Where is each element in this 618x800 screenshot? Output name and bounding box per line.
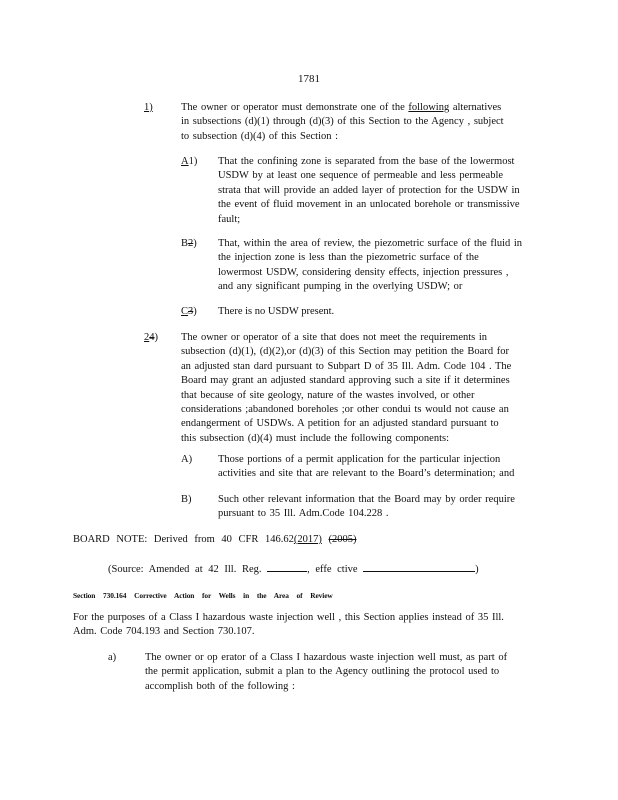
source-note-text-1: (Source: Amended at 42 Ill. Reg. bbox=[108, 564, 262, 575]
item-1-line-1-underlined: following bbox=[408, 102, 450, 113]
item-c3-label-rest: ) bbox=[193, 306, 197, 317]
item-24-line-5: that because of site geology, nature of the wastes involved, or other bbox=[181, 389, 475, 401]
item-sa-line-1: Those portions of a permit application for the particular injection bbox=[218, 454, 501, 465]
item-c3-label bbox=[181, 305, 197, 319]
item-24-label-deleted: 4 bbox=[149, 332, 155, 343]
item-b2-label-deleted: 2 bbox=[188, 238, 194, 249]
item-sa-text bbox=[218, 453, 540, 482]
intro-paragraph bbox=[73, 611, 533, 640]
item-1-line-1 bbox=[181, 101, 531, 115]
item-sb-text bbox=[218, 493, 540, 522]
item-b2-line-3: lowermost USDW, considering density effects, injection pressures , bbox=[218, 266, 509, 278]
item-1-line-2: in subsections (d)(1) through (d)(3) of this Section to the Agency , subject bbox=[181, 116, 504, 128]
item-a1-line-2: USDW by at least one sequence of permeable and less permeable bbox=[218, 170, 504, 182]
item-b2-line-1: That, within the area of review, the piezometric surface of the fluid in bbox=[218, 238, 523, 249]
item-a1-label-rest: 1) bbox=[188, 156, 198, 167]
intro-line-1: For the purposes of a Class I hazardous waste injection well , this Section applies instead of 35 Ill. bbox=[73, 612, 504, 623]
item-b2-text bbox=[218, 237, 556, 295]
board-note-deleted: (2005) bbox=[328, 534, 357, 545]
intro-line-2: Adm. Code 704.193 and Section 730.107. bbox=[73, 626, 255, 638]
item-b2-line-4: and any significant pumping in the overlying USDW; or bbox=[218, 281, 463, 293]
source-note bbox=[108, 561, 479, 577]
item-b2-label-inserted: B bbox=[181, 238, 189, 249]
item-1-line-1-a: The owner or operator must demonstrate one of the bbox=[181, 102, 409, 113]
item-a-line-3: accomplish both of the following : bbox=[145, 680, 295, 692]
item-1-line-3: to subsection (d)(4) of this Section : bbox=[181, 130, 339, 142]
item-24-line-2: subsection (d)(1), (d)(2),or (d)(3) of this Section may petition the Board for bbox=[181, 346, 509, 358]
item-24-line-4: Board may grant an adjusted standard approving such a site if it determines bbox=[181, 375, 510, 387]
item-a1-line-3: strata that will provide an added layer of protection for the USDW in bbox=[218, 184, 520, 196]
item-1-text bbox=[181, 101, 531, 144]
item-24-line-8: this subsection (d)(4) must include the following components: bbox=[181, 432, 450, 444]
source-effective-blank bbox=[363, 561, 475, 572]
item-b2-label bbox=[181, 237, 197, 251]
item-24-label bbox=[144, 331, 158, 345]
item-b2-line-2: the injection zone is less than the piezometric surface of the bbox=[218, 252, 479, 264]
item-24-line-3: an adjusted stan dard pursuant to Subpart D of 35 Ill. Adm. Code 104 . The bbox=[181, 360, 512, 372]
source-reg-blank bbox=[267, 561, 307, 572]
item-a1-line-5: fault; bbox=[218, 213, 241, 225]
item-a-line-2: the permit application, submit a plan to the Agency outlining the protocol used to bbox=[145, 666, 500, 678]
item-24-label-inserted: 2 bbox=[144, 332, 150, 343]
board-note bbox=[73, 533, 357, 547]
item-1-line-1-b: alternatives bbox=[449, 102, 502, 113]
item-24-line-7: endangerment of USDWs. A petition for an adjusted standard pursuant to bbox=[181, 418, 499, 430]
item-sb-line-1: Such other relevant information that the Board may by order require bbox=[218, 494, 515, 505]
item-24-text bbox=[181, 331, 535, 446]
item-a1-label bbox=[181, 155, 197, 169]
item-a1-text bbox=[218, 155, 548, 227]
item-a1-line-4: the event of fluid movement in an unlocated borehole or transmissive bbox=[218, 199, 520, 211]
page-number: 1781 bbox=[298, 73, 320, 85]
board-note-prefix: BOARD NOTE: Derived from 40 CFR 146.62 bbox=[73, 534, 294, 545]
item-a-text bbox=[145, 651, 531, 694]
board-note-inserted: (2017) bbox=[293, 534, 322, 545]
item-a1-label-inserted: A bbox=[181, 156, 189, 167]
item-a-label: a) bbox=[108, 652, 117, 663]
item-c3-label-inserted: C bbox=[181, 306, 189, 317]
item-1-label bbox=[144, 101, 153, 115]
item-24-label-rest: ) bbox=[154, 332, 158, 343]
item-a1-line-1: That the confining zone is separated from the base of the lowermost bbox=[218, 156, 515, 167]
item-c3-text: There is no USDW present. bbox=[218, 306, 335, 317]
section-heading: Section 730.164 Corrective Action for Wells in the Area of Review bbox=[73, 591, 333, 600]
item-sb-line-2: pursuant to 35 Ill. Adm.Code 104.228 . bbox=[218, 508, 389, 520]
item-1-label-text: 1) bbox=[144, 102, 153, 113]
item-24-line-1: The owner or operator of a site that does not meet the requirements in bbox=[181, 332, 488, 343]
item-sa-label: A) bbox=[181, 454, 193, 465]
source-note-text-3: ) bbox=[475, 564, 479, 575]
source-note-text-2: , effe ctive bbox=[307, 564, 358, 575]
item-sa-line-2: activities and site that are relevant to the Board’s determination; and bbox=[218, 468, 515, 480]
item-24-line-6: considerations ;abandoned boreholes ;or other condui ts would not cause an bbox=[181, 404, 509, 416]
item-b2-label-rest: ) bbox=[193, 238, 197, 249]
item-c3-label-deleted: 3 bbox=[188, 306, 194, 317]
item-a-line-1: The owner or op erator of a Class I hazardous waste injection well must, as part of bbox=[145, 652, 508, 663]
item-sb-label: B) bbox=[181, 494, 192, 505]
